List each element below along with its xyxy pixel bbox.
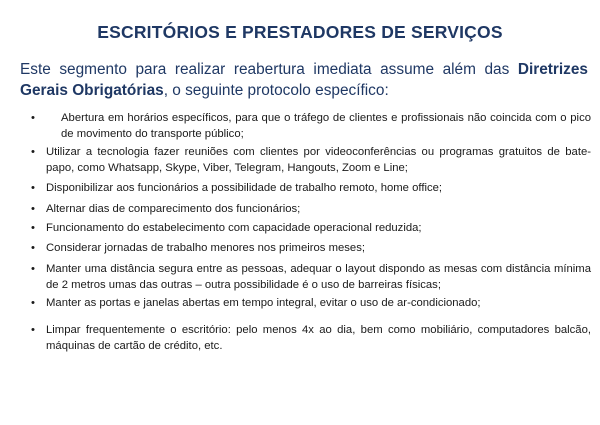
list-item: [31, 221, 591, 237]
intro-bold-text: Diretrizes Gerais Obrigatórias: [20, 61, 588, 99]
list-item: [31, 323, 591, 354]
list-item-text: Manter uma distância segura entre as pessoas, adequar o layout dispondo as mesas com distância mínima de 2 metros umas das outras – outra possibilidade é o uso de barreiras físicas;: [46, 263, 591, 291]
bullet-icon: •: [31, 146, 35, 158]
list-item-text: Utilizar a tecnologia fazer reuniões com clientes por videoconferências ou programas gratuitos de bate-papo, como Whatsapp, Skype, Viber, Telegram, Hangouts, Zoom e Line;: [46, 146, 591, 174]
list-item-text: Considerar jornadas de trabalho menores nos primeiros meses;: [46, 242, 365, 254]
bullet-icon: •: [31, 203, 35, 215]
intro-text-end: , o seguinte protocolo específico:: [163, 82, 389, 99]
bullet-icon: •: [31, 222, 35, 234]
bullet-icon: •: [31, 263, 35, 275]
list-item-text: Abertura em horários específicos, para que o tráfego de clientes e profissionais não coincida com o pico de movimento do transporte público;: [61, 112, 591, 140]
list-item-text: Disponibilizar aos funcionários a possibilidade de trabalho remoto, home office;: [46, 182, 443, 194]
bullet-icon: •: [31, 242, 35, 254]
list-item-text: Funcionamento do estabelecimento com capacidade operacional reduzida;: [46, 222, 422, 234]
intro-text: Este segmento para realizar reabertura imediata assume além das: [20, 61, 518, 78]
bullet-icon: •: [31, 297, 35, 309]
list-item: [31, 202, 591, 218]
list-item-text: Alternar dias de comparecimento dos funcionários;: [46, 203, 301, 215]
list-item: [31, 145, 591, 176]
list-item: [31, 296, 591, 312]
page-title: ESCRITÓRIOS E PRESTADORES DE SERVIÇOS: [97, 22, 503, 42]
list-item-text: Manter as portas e janelas abertas em tempo integral, evitar o uso de ar-condicionado;: [46, 297, 481, 309]
bullet-icon: •: [31, 324, 35, 336]
list-item: [31, 262, 591, 293]
list-item-text: Limpar frequentemente o escritório: pelo menos 4x ao dia, bem como mobiliário, computadores balcão, máquinas de cartão de crédito, etc.: [46, 324, 591, 352]
list-item: [31, 241, 591, 257]
bullet-icon: •: [31, 182, 35, 194]
list-item: [31, 181, 591, 197]
bullet-icon: •: [31, 112, 35, 124]
list-item: [31, 111, 591, 142]
